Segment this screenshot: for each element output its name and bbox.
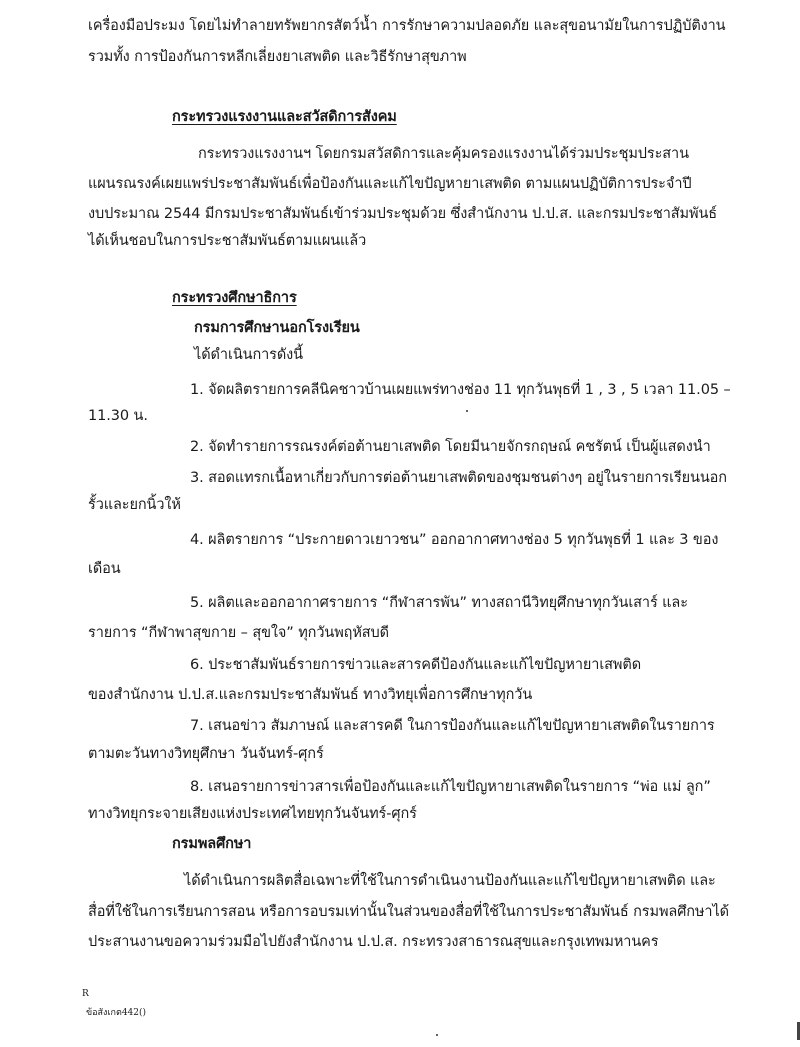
item-7-line-1: 7. เสนอข่าว สัมภาษณ์ และสารคดี ในการป้องกันและแก้ไขปัญหายาเสพติดในรายการ bbox=[190, 718, 715, 734]
item-3-line-2: รั้วและยกนิ้วให้ bbox=[88, 497, 181, 513]
nonformal-intro: ได้ดำเนินการดังนี้ bbox=[194, 347, 303, 363]
item-8-line-1: 8. เสนอรายการข่าวสารเพื่อป้องกันและแก้ไขปัญหายาเสพติดในรายการ “พ่อ แม่ ลูก” bbox=[190, 779, 711, 795]
item-2-line-1: 2. จัดทำรายการรณรงค์ต่อต้านยาเสพติด โดยมีนายจักรกฤษณ์ คชรัตน์ เป็นผู้แสดงนำ bbox=[190, 439, 711, 455]
item-6-line-1: 6. ประชาสัมพันธ์รายการข่าวและสารคดีป้องกันและแก้ไขปัญหายาเสพติด bbox=[190, 657, 642, 673]
item-6-line-2: ของสำนักงาน ป.ป.ส.และกรมประชาสัมพันธ์ ทางวิทยุเพื่อการศึกษาทุกวัน bbox=[88, 687, 533, 703]
labor-ministry-heading: กระทรวงแรงงานและสวัสดิการสังคม bbox=[172, 109, 397, 125]
physical-paragraph-line-2: สื่อที่ใช้ในการเรียนการสอน หรือการอบรมเท่านั้นในส่วนของสื่อที่ใช้ในการประชาสัมพันธ์ กรมพลศึกษาได้ bbox=[88, 904, 729, 920]
scan-speck bbox=[436, 1034, 438, 1036]
labor-paragraph-line-2: แผนรณรงค์เผยแพร่ประชาสัมพันธ์เพื่อป้องกันและแก้ไขปัญหายาเสพติด ตามแผนปฏิบัติการประจำปี bbox=[88, 176, 692, 192]
footer-mark: R bbox=[82, 989, 89, 999]
item-8-line-2: ทางวิทยุกระจายเสียงแห่งประเทศไทยทุกวันจันทร์-ศุกร์ bbox=[88, 806, 417, 822]
item-5-line-1: 5. ผลิตและออกอากาศรายการ “กีฬาสารพัน” ทางสถานีวิทยุศึกษาทุกวันเสาร์ และ bbox=[190, 595, 688, 611]
item-1-line-1: 1. จัดผลิตรายการคลีนิคชาวบ้านเผยแพร่ทางช่อง 11 ทุกวันพุธที่ 1 , 3 , 5 เวลา 11.05 – bbox=[190, 382, 731, 398]
intro-line-2: รวมทั้ง การป้องกันการหลีกเลี่ยงยาเสพติด และวิธีรักษาสุขภาพ bbox=[88, 49, 467, 65]
labor-paragraph-line-3: งบประมาณ 2544 มีกรมประชาสัมพันธ์เข้าร่วมประชุมด้วย ซึ่งสำนักงาน ป.ป.ส. และกรมประชาสัมพันธ์ bbox=[88, 206, 718, 222]
labor-paragraph-line-1: กระทรวงแรงงานฯ โดยกรมสวัสดิการและคุ้มครองแรงงานได้ร่วมประชุมประสาน bbox=[198, 146, 689, 162]
intro-line-1: เครื่องมือประมง โดยไม่ทำลายทรัพยากรสัตว์น้ำ การรักษาความปลอดภัย และสุขอนามัยในการปฏิบัติงาน bbox=[88, 18, 726, 34]
nonformal-education-heading: กรมการศึกษานอกโรงเรียน bbox=[194, 320, 360, 336]
physical-education-heading: กรมพลศึกษา bbox=[172, 836, 252, 852]
footer-file-reference: ข้อสังเกต442() bbox=[86, 1008, 147, 1018]
item-1-line-2: 11.30 น. bbox=[88, 408, 148, 424]
item-3-line-1: 3. สอดแทรกเนื้อหาเกี่ยวกับการต่อต้านยาเสพติดของชุมชนต่างๆ อยู่ในรายการเรียนนอก bbox=[190, 470, 727, 486]
scan-speck bbox=[466, 410, 468, 412]
item-4-line-1: 4. ผลิตรายการ “ประกายดาวเยาวชน” ออกอากาศทางช่อง 5 ทุกวันพุธที่ 1 และ 3 ของ bbox=[190, 532, 719, 548]
physical-paragraph-line-1: ได้ดำเนินการผลิตสื่อเฉพาะที่ใช้ในการดำเนินงานป้องกันและแก้ไขปัญหายาเสพติด และ bbox=[184, 873, 716, 889]
education-ministry-heading: กระทรวงศึกษาธิการ bbox=[172, 290, 297, 306]
physical-paragraph-line-3: ประสานงานขอความร่วมมือไปยังสำนักงาน ป.ป.ส. กระทรวงสาธารณสุขและกรุงเทพมหานคร bbox=[88, 934, 659, 950]
labor-paragraph-line-4: ได้เห็นชอบในการประชาสัมพันธ์ตามแผนแล้ว bbox=[88, 233, 367, 249]
item-7-line-2: ตามตะวันทางวิทยุศึกษา วันจันทร์-ศุกร์ bbox=[88, 746, 324, 762]
item-5-line-2: รายการ “กีฬาพาสุขกาย – สุขใจ” ทุกวันพฤหัสบดี bbox=[88, 625, 389, 641]
item-4-line-2: เดือน bbox=[88, 561, 121, 577]
